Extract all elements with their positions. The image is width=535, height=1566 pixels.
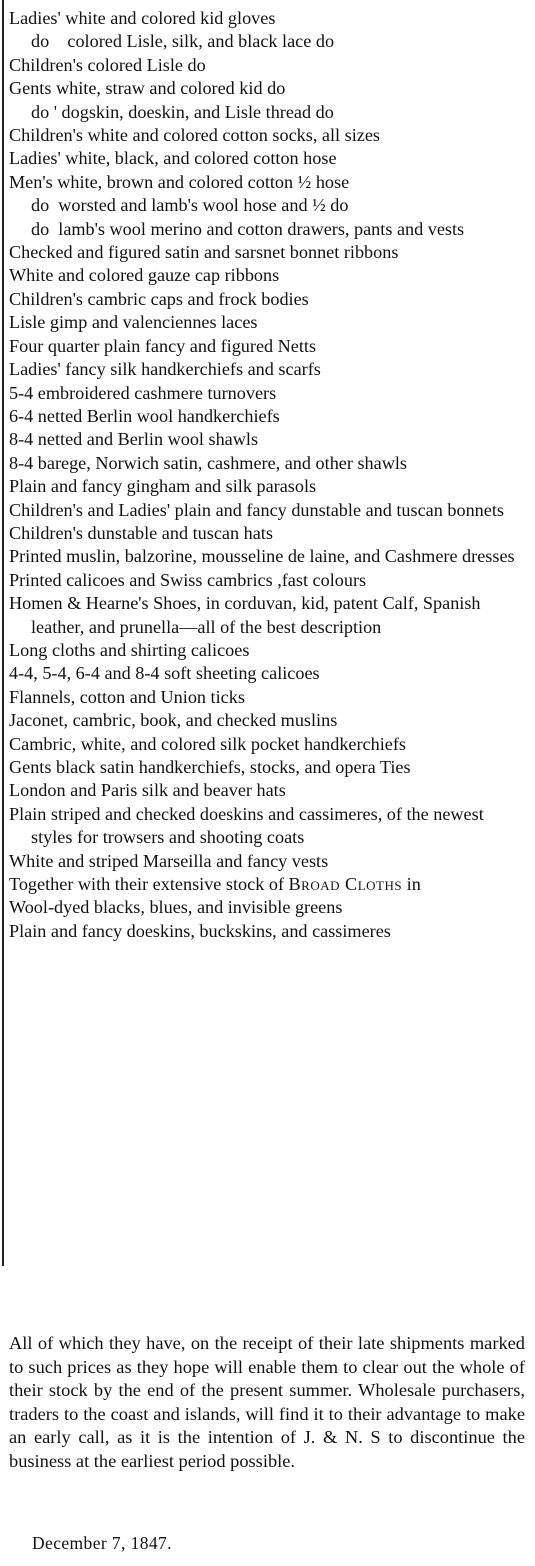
list-item-text: do ' dogskin, doeskin, and Lisle thread do <box>31 101 334 122</box>
list-item <box>9 311 529 334</box>
list-item <box>9 873 529 896</box>
list-item-text: Printed calicoes and Swiss cambrics ,fast colours <box>9 569 367 590</box>
list-item <box>9 756 529 779</box>
list-item-text: London and Paris silk and beaver hats <box>9 780 286 801</box>
list-item <box>9 194 529 217</box>
list-item-text: Plain and fancy doeskins, buckskins, and cassimeres <box>9 920 391 941</box>
list-item-text: Gents white, straw and colored kid do <box>9 78 286 99</box>
list-item-text: Children's colored Lisle do <box>9 54 206 75</box>
ad-date: December 7, 1847. <box>32 1533 172 1553</box>
list-item <box>9 639 529 662</box>
list-item-text: Wool-dyed blacks, blues, and invisible greens <box>9 897 343 918</box>
list-item <box>9 803 529 850</box>
list-item-text: Plain striped and checked doeskins and cassimeres, of the newest styles for trowsers and shooting coats <box>9 803 489 848</box>
list-item-smallcaps: Broad Cloths <box>288 874 403 895</box>
list-item <box>9 662 529 685</box>
list-item-text: Cambric, white, and colored silk pocket handkerchiefs <box>9 733 406 754</box>
list-item <box>9 545 529 568</box>
list-item <box>9 171 529 194</box>
list-item-text: Long cloths and shirting calicoes <box>9 639 250 660</box>
column-rule <box>2 0 4 1266</box>
list-item-text: Printed muslin, balzorine, mousseline de laine, and Cashmere dresses <box>9 546 515 567</box>
list-item <box>9 264 529 287</box>
list-item-text: Children's white and colored cotton socks, all sizes <box>9 125 380 146</box>
list-item <box>9 592 529 639</box>
list-item-text: do worsted and lamb's wool hose and ½ do <box>31 195 349 216</box>
list-item-text: Children's dunstable and tuscan hats <box>9 522 273 543</box>
list-item <box>9 522 529 545</box>
list-item-text: Ladies' white and colored kid gloves <box>9 8 276 28</box>
list-item-text: Children's and Ladies' plain and fancy dunstable and tuscan bonnets <box>9 499 504 520</box>
list-item <box>9 7 529 30</box>
list-item-text: Checked and figured satin and sarsnet bonnet ribbons <box>9 242 399 263</box>
list-item-text: Ladies' white, black, and colored cotton hose <box>9 148 337 169</box>
list-item <box>9 405 529 428</box>
goods-list <box>9 7 529 943</box>
list-item <box>9 30 529 53</box>
list-item <box>9 733 529 756</box>
list-item-tail: in <box>402 874 421 895</box>
list-item-text: Men's white, brown and colored cotton ½ hose <box>9 171 350 192</box>
list-item-text: White and striped Marseilla and fancy vests <box>9 850 329 871</box>
list-item <box>9 779 529 802</box>
list-item-text: do colored Lisle, silk, and black lace do <box>31 31 335 52</box>
list-item <box>9 709 529 732</box>
list-item <box>9 428 529 451</box>
list-item <box>9 896 529 919</box>
list-item <box>9 475 529 498</box>
list-item-text: 8-4 netted and Berlin wool shawls <box>9 429 259 450</box>
list-item-text: Four quarter plain fancy and figured Netts <box>9 335 317 356</box>
list-item-text: Homen & Hearne's Shoes, in corduvan, kid, patent Calf, Spanish leather, and prunella—all of the best description <box>9 593 486 637</box>
list-item-text: Lisle gimp and valenciennes laces <box>9 312 258 333</box>
list-item-text: Plain and fancy gingham and silk parasols <box>9 476 317 497</box>
list-item-text: Together with their extensive stock of <box>9 874 289 895</box>
list-item-text: Jaconet, cambric, book, and checked muslins <box>9 710 338 731</box>
list-item <box>9 382 529 405</box>
list-item <box>9 124 529 147</box>
list-item <box>9 335 529 358</box>
list-item <box>9 686 529 709</box>
closing-paragraph: All of which they have, on the receipt of their late shipments marked to such prices as they hope will enable them to clear out the whole of their stock by the end of the present summer. Wholesale purchasers, traders to the coast and islands, will find it to their advantage to make an early call, as it is the intention of J. & N. S to discontinue the business at the earliest period possible. <box>9 1333 525 1471</box>
list-item <box>9 218 529 241</box>
list-item-text: Gents black satin handkerchiefs, stocks, and opera Ties <box>9 757 411 777</box>
list-item-text: 5-4 embroidered cashmere turnovers <box>9 382 277 403</box>
list-item <box>9 452 529 475</box>
list-item-text: 4-4, 5-4, 6-4 and 8-4 soft sheeting calicoes <box>9 663 320 684</box>
list-item-text: Flannels, cotton and Union ticks <box>9 686 245 707</box>
list-item <box>9 569 529 592</box>
list-item <box>9 358 529 381</box>
list-item <box>9 101 529 124</box>
list-item <box>9 147 529 170</box>
list-item-text: do lamb's wool merino and cotton drawers, pants and vests <box>31 218 465 239</box>
list-item-text: 8-4 barege, Norwich satin, cashmere, and other shawls <box>9 452 407 473</box>
list-item-text: Children's cambric caps and frock bodies <box>9 288 309 309</box>
list-item <box>9 288 529 311</box>
list-item-text: 6-4 netted Berlin wool handkerchiefs <box>9 405 280 426</box>
list-item <box>9 77 529 100</box>
list-item <box>9 241 529 264</box>
list-item <box>9 850 529 873</box>
list-item <box>9 920 529 943</box>
list-item-text: Ladies' fancy silk handkerchiefs and scarfs <box>9 359 321 380</box>
list-item-text: White and colored gauze cap ribbons <box>9 265 280 286</box>
list-item <box>9 499 529 522</box>
list-item <box>9 54 529 77</box>
